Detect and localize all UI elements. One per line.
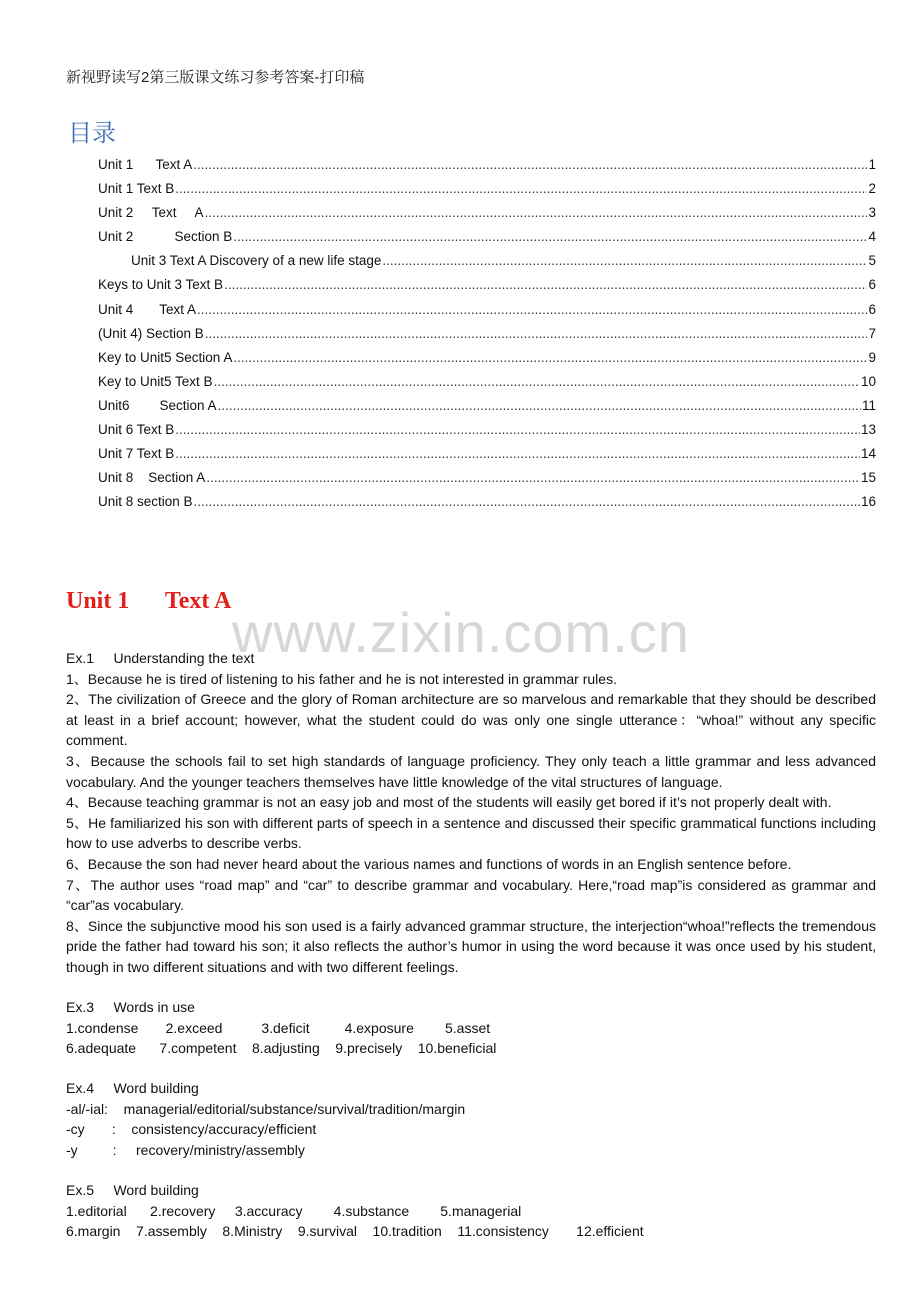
toc-entry[interactable] [98, 157, 876, 181]
toc-leader-dots [197, 302, 867, 317]
toc-entry[interactable] [98, 494, 876, 518]
ex1-answer: 4、Because teaching grammar is not an easy job and most of the students will easily get bored if it’s not properly dealt with. [66, 794, 832, 811]
toc-entry-page: 4 [868, 229, 876, 245]
toc-entry[interactable] [98, 470, 876, 494]
toc-leader-dots [214, 374, 860, 389]
toc-entry[interactable] [98, 350, 876, 374]
toc-leader-dots [218, 398, 861, 413]
toc-entry[interactable] [98, 181, 876, 205]
ex1-answer: 8、Since the subjunctive mood his son used is a fairly advanced grammar structure, the interjection“whoa!”reflects the tremendous pride the father had toward his son; it also reflects the author’s humor in using the word because it was once used by his student, though in two different situations and with two different feelings. [66, 917, 876, 975]
toc-entry-page: 10 [860, 373, 876, 389]
toc-entry[interactable] [98, 446, 876, 470]
toc-entry-label: Unit 2 Text A [98, 205, 204, 221]
ex4-row: -cy : consistency/accuracy/efficient [66, 1121, 317, 1138]
toc-entry-label: Keys to Unit 3 Text B [98, 277, 224, 293]
toc-entry-page: 3 [868, 205, 876, 221]
unit-heading: Unit 1 Text A [66, 588, 232, 614]
ex1-answer: 2、The civilization of Greece and the glory of Roman architecture are so marvelous and remarkable that they should be described at least in a brief account; however, what the student could do was only one single utterance：“whoa!” without any specific comment. [66, 691, 876, 749]
toc-entry[interactable] [98, 422, 876, 446]
toc-entry-page: 6 [868, 301, 876, 317]
toc-entry-page: 1 [868, 157, 876, 172]
toc-leader-dots [175, 446, 860, 461]
toc-entry-page: 13 [860, 422, 876, 438]
ex4-title: Ex.4 Word building [66, 1080, 199, 1097]
toc-entry[interactable] [98, 302, 876, 326]
toc-leader-dots [233, 229, 867, 244]
toc-heading: 目录 [68, 119, 116, 147]
toc-entry-page: 5 [868, 253, 876, 269]
toc-leader-dots [194, 494, 860, 509]
ex1-title: Ex.1 Understanding the text [66, 650, 255, 666]
toc-entry[interactable] [98, 277, 876, 301]
toc-entry[interactable] [98, 205, 876, 229]
ex5-row: 1.editorial 2.recovery 3.accuracy 4.substance 5.managerial [66, 1202, 522, 1219]
toc-entry-label: Key to Unit5 Text B [98, 373, 213, 389]
toc-entry-label: Unit 6 Text B [98, 422, 175, 438]
toc-entry-label: Unit 7 Text B [98, 446, 175, 462]
toc-entry-page: 2 [868, 181, 876, 197]
toc-entry[interactable] [98, 229, 876, 253]
toc-entry[interactable] [98, 253, 876, 277]
toc-leader-dots [175, 422, 860, 437]
watermark: www.zixin.com.cn [232, 601, 690, 664]
answer-body [66, 648, 876, 1242]
ex4-row: -al/-ial: managerial/editorial/substance/survival/tradition/margin [66, 1100, 466, 1117]
ex1-answer: 5、He familiarized his son with different parts of speech in a sentence and discussed their specific grammatical functions including how to use adverbs to describe verbs. [66, 814, 876, 852]
ex5-title: Ex.5 Word building [66, 1182, 199, 1199]
document-title: 新视野读写2第三版课文练习参考答案-打印稿 [66, 69, 365, 86]
ex3-title: Ex.3 Words in use [66, 999, 195, 1015]
toc-leader-dots [382, 253, 867, 268]
toc-entry-label: Unit 3 Text A Discovery of a new life stage [131, 253, 382, 269]
toc-leader-dots [175, 181, 867, 196]
toc-entry-page: 14 [860, 446, 876, 462]
toc-entry-page: 11 [861, 397, 876, 413]
toc-leader-dots [224, 277, 867, 292]
toc-entry[interactable] [98, 398, 876, 422]
table-of-contents [98, 157, 876, 518]
toc-entry-label: Unit 2 Section B [98, 229, 233, 245]
toc-leader-dots [205, 205, 868, 220]
toc-entry-label: Unit 8 Section A [98, 470, 206, 486]
ex5-row: 6.margin 7.assembly 8.Ministry 9.survival 10.tradition 11.consistency 12.efficient [66, 1223, 644, 1240]
toc-entry-label: Unit6 Section A [98, 397, 217, 413]
ex1-answers [66, 669, 876, 978]
toc-entry-label: Unit 1 Text A [98, 157, 193, 172]
ex3-row: 6.adequate 7.competent 8.adjusting 9.precisely 10.beneficial [66, 1040, 497, 1057]
toc-leader-dots [206, 470, 860, 485]
ex4-row: -y : recovery/ministry/assembly [66, 1142, 305, 1159]
ex1-answer: 7、The author uses “road map” and “car” to describe grammar and vocabulary. Here,“road map”is considered as grammar and “car”as vocabulary. [66, 876, 876, 914]
ex1-answer: 1、Because he is tired of listening to his father and he is not interested in grammar rules. [66, 670, 617, 687]
toc-entry-label: Key to Unit5 Section A [98, 349, 233, 365]
toc-leader-dots [205, 326, 868, 341]
toc-entry[interactable] [98, 326, 876, 350]
toc-entry[interactable] [98, 374, 876, 398]
ex3-row: 1.condense 2.exceed 3.deficit 4.exposure 5.asset [66, 1019, 491, 1036]
toc-entry-page: 6 [868, 277, 876, 293]
toc-entry-label: Unit 4 Text A [98, 301, 197, 317]
toc-entry-page: 9 [868, 349, 876, 365]
toc-leader-dots [193, 157, 867, 172]
toc-leader-dots [233, 350, 867, 365]
ex1-answer: 6、Because the son had never heard about the various names and functions of words in an English sentence before. [66, 855, 792, 872]
toc-entry-label: (Unit 4) Section B [98, 325, 204, 341]
ex1-answer: 3、Because the schools fail to set high standards of language proficiency. They only teach a little grammar and less advanced vocabulary. And the younger teachers themselves have little knowledge of the vital structures of language. [66, 752, 876, 790]
toc-entry-page: 7 [868, 325, 876, 341]
toc-entry-page: 15 [860, 470, 876, 486]
toc-entry-page: 16 [860, 494, 876, 510]
toc-entry-label: Unit 8 section B [98, 494, 193, 510]
toc-entry-label: Unit 1 Text B [98, 181, 175, 197]
